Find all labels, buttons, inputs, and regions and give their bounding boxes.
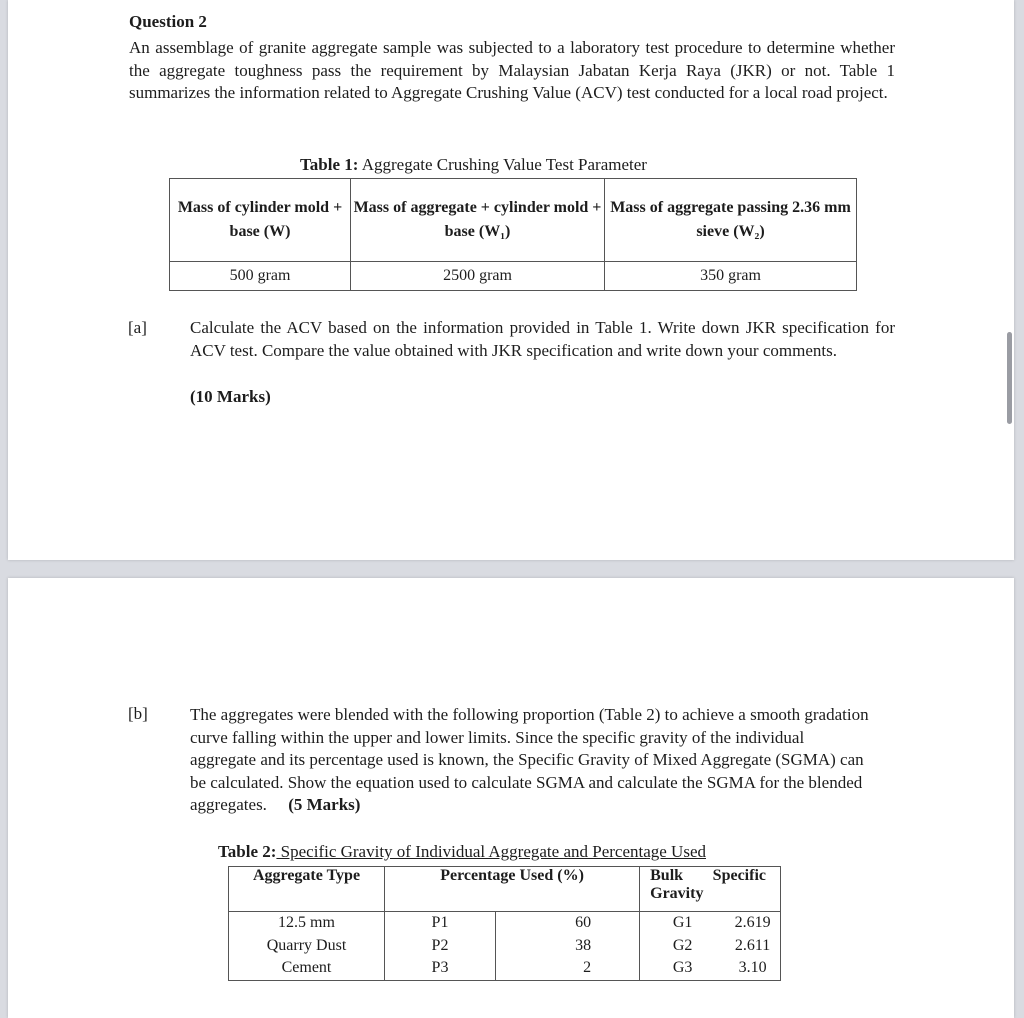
part-a-label: [a] — [128, 318, 147, 337]
document-page-1 — [8, 0, 1014, 560]
table1-header-cell: Mass of aggregate + cylinder mold + base (W₁) — [351, 179, 605, 262]
table2-cell-pct: 2 — [496, 957, 640, 980]
table2-header-specific: Specific — [712, 867, 766, 884]
table1-caption — [300, 155, 647, 175]
table2-caption-text: Specific Gravity of Individual Aggregate and Percentage Used — [276, 842, 706, 861]
table1-header-row — [170, 179, 857, 262]
table2-header-bulk: Bulk — [650, 867, 684, 884]
table2-header-percentage: Percentage Used (%) — [385, 867, 640, 912]
table2-header-row — [229, 867, 781, 912]
part-a-marks: (10 Marks) — [190, 387, 271, 406]
table2-cell-g: G2 — [672, 936, 693, 954]
part-b-text — [190, 704, 870, 817]
table2 — [228, 866, 781, 981]
table2-caption-label: Table 2: — [218, 842, 277, 861]
table1-cell: 500 gram — [170, 262, 351, 291]
table1-caption-label: Table 1: — [300, 155, 359, 174]
table2-cell-p: P2 — [431, 936, 449, 954]
table1-cell: 2500 gram — [351, 262, 605, 291]
table2-cell-sg: 2.611 — [734, 936, 771, 954]
part-b-label: [b] — [128, 704, 148, 723]
table1-caption-text: Aggregate Crushing Value Test Parameter — [358, 155, 647, 174]
table1 — [169, 178, 857, 291]
question-title: Question 2 — [129, 12, 207, 31]
table2-cell-g: G1 — [672, 914, 693, 931]
table2-caption — [218, 842, 706, 862]
table2-cell-type: Cement — [229, 957, 385, 980]
table2-cell-g: G3 — [672, 959, 693, 976]
table2-row — [229, 957, 781, 980]
table1-header-cell: Mass of cylinder mold + base (W) — [170, 179, 351, 262]
table2-cell-type: 12.5 mm — [229, 912, 385, 935]
part-b-marks: (5 Marks) — [288, 795, 361, 814]
table2-header-aggregate-type: Aggregate Type — [229, 867, 385, 912]
table2-cell-pct: 60 — [496, 912, 640, 935]
table2-cell-pct: 38 — [496, 935, 640, 958]
table2-header-gravity: Gravity — [650, 885, 704, 902]
table2-row — [229, 935, 781, 958]
table2-row — [229, 912, 781, 935]
table2-cell-p: P1 — [431, 914, 449, 931]
part-a-text: Calculate the ACV based on the information provided in Table 1. Write down JKR specification for ACV test. Compare the value obtained with JKR specification and write down your comments. — [190, 318, 895, 360]
part-b-body: The aggregates were blended with the following proportion (Table 2) to achieve a smooth gradation curve falling within the upper and lower limits. Since the specific gravity of the individual aggregate and its percentage used is known, the Specific Gravity of Mixed Aggregate (SGMA) can be calculated. Show the equation used to calculate SGMA and calculate the SGMA for the blended aggregates. — [190, 705, 869, 814]
table1-row — [170, 262, 857, 291]
question-intro: An assemblage of granite aggregate sample was subjected to a laboratory test procedure to determine whether the aggregate toughness pass the requirement by Malaysian Jabatan Kerja Raya (JKR) or not. Table 1 summarizes the information related to Aggregate Crushing Value (ACV) test conducted for a local road project. — [129, 38, 895, 102]
table2-header-specific-gravity — [640, 867, 781, 912]
table2-cell-type: Quarry Dust — [229, 935, 385, 958]
table1-header-cell: Mass of aggregate passing 2.36 mm sieve (W₂) — [605, 179, 857, 262]
table2-cell-sg: 2.619 — [734, 914, 771, 931]
table1-cell: 350 gram — [605, 262, 857, 291]
table2-cell-p: P3 — [431, 959, 449, 976]
scrollbar-thumb[interactable] — [1007, 332, 1012, 424]
table2-cell-sg: 3.10 — [738, 959, 767, 976]
